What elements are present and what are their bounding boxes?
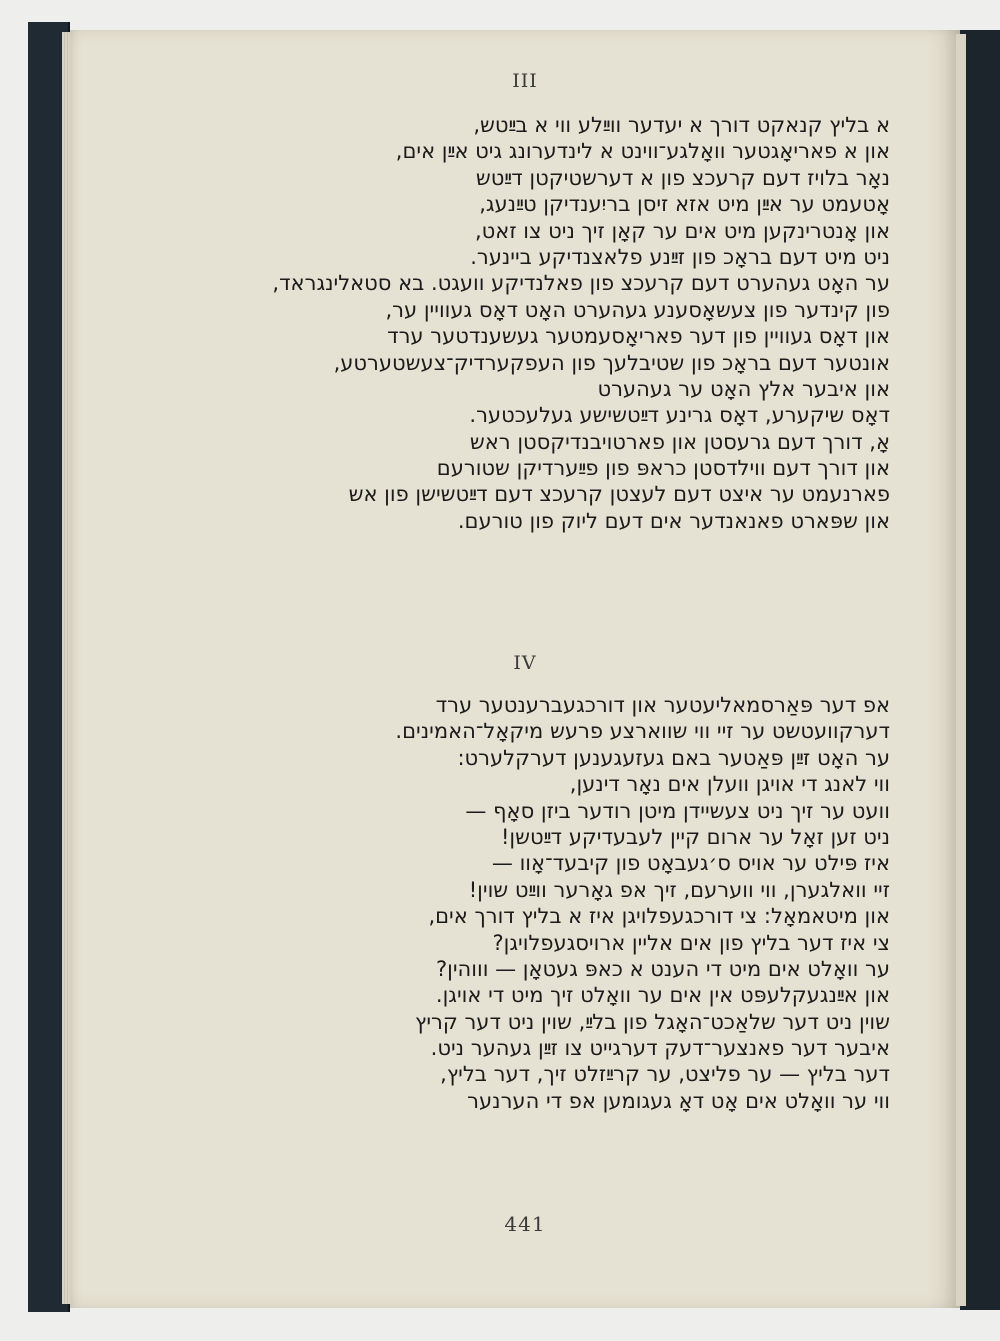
section-numeral-iv: IV [513, 652, 537, 674]
poem-line: פון קינדער פון צעשאָסענע געהערט האָט דאָס געוויין ער, [385, 297, 890, 322]
poem-line: און שפּארט פאנאנדער אים דעם ליוק פון טורעם. [457, 508, 890, 533]
poem-line: אָטעמט ער אײַן מיט אזא זיסן בריִענדיקן טײַנעג, [479, 192, 890, 217]
poem-line: דער בליץ — ער פליצט, ער קרײַזלט זיך, דער בליץ, [440, 1062, 890, 1087]
poem-line: ניט מיט דעם בראָכ פון זײַנע פלאצנדיקע ביינער. [470, 244, 890, 269]
poem-line: אפ דער פּאַרסמאליעטער און דורכגעברענטער ערד [435, 693, 890, 717]
poem-line: ניט זען זאָל ער ארום קיין לעבעדיקע דײַטשן! [500, 824, 890, 849]
section-numeral-iii: III [512, 70, 538, 92]
poem-line: דאָס שיקערע, דאָס גרינע דײַטשישע געלעכטער. [469, 403, 890, 428]
poem-line: אָ, דורך דעם גרעסטן און פארטויבנדיקסטן ראש [469, 429, 890, 454]
poem-line: און אָנטרינקען מיט אים ער קאָן זיך ניט צו זאט, [475, 218, 890, 243]
poem-line: נאָר בלויז דעם קרעכצ פון א דערשטיקטן דײַטש [475, 165, 890, 190]
poem-line: פארנעמט ער איצט דעם לעצטן קרעכצ דעם דײַטשישן פון אש [348, 482, 890, 507]
poem-line: ער האָט געהערט דעם קרעכצ פון פאלנדיקע וועגט. בא סטאלינגראד, [272, 271, 890, 296]
poem-line: ער האָט זײַן פּאַטער באם געזעגענען דערקלערט: [457, 745, 890, 770]
poem-line: איז פּילט ער אויס ס׳געבאָט פון קיבעד־אָוו — [491, 851, 890, 876]
poem-line: און איבער אלץ האָט ער געהערט [597, 376, 890, 401]
poem-line: דערקוועטשט ער זיי ווי שווארצע פרעש מיקאָל־האמינים. [395, 719, 890, 744]
poem-line: א בליץ קנאקט דורך א יעדער ווײַלע ווי א בײַטש, [473, 113, 890, 137]
poem-line: צי איז דער בליץ פון אים אליין ארויסגעפלויגן? [492, 930, 890, 955]
poem-line: וועט ער זיך ניט צעשיידן מיטן רודער ביזן סאָף — [465, 798, 890, 823]
poem-line: און אײַנגעקלעפּט אין אים ער וואָלט זיך מיט די אויגן. [435, 983, 890, 1008]
poem-line: אונטער דעם בראָכ פון שטיבלעך פון העפקערדיק־צעשטערטע, [333, 350, 890, 375]
poem-line: ווי לאנג די אויגן וועלן אים נאָר דינען, [569, 772, 890, 797]
poem-line: איבער דער פאנצער־דעק דערגייט צו זײַן געהער ניט. [430, 1036, 890, 1061]
poem-line: זיי וואלגערן, ווי ווערעם, זיך אפ גאָרער ווײַט שוין! [468, 877, 890, 902]
page-number: 441 [504, 1212, 546, 1236]
poem-line: ווי ער וואָלט אים אָט דאָ געגומען אפ די הערנער [467, 1088, 890, 1113]
poem-section-iv [100, 692, 890, 1114]
poem-line: און דורך דעם ווילדסטן כראפּ פון פײַערדיקן שטורעם [436, 456, 890, 481]
poem-line: ער וואָלט אים מיט די הענט א כאפּ געטאָן — וווהין? [435, 956, 890, 981]
poem-line: און א פאריאָגטער וואָלגע־ווינט א לינדערונג גיט אײַן אים, [395, 139, 890, 164]
poem-line: שוין ניט דער שלאַכט־האָגל פון בלײַ, שוין ניט דער קריץ [414, 1009, 890, 1034]
poem-line: און מיטאמאָל: צי דורכגעפלויגן איז א בליץ דורך אים, [428, 904, 890, 929]
poem-section-iii [100, 112, 890, 534]
poem-line: און דאָס געוויין פון דער פאריאָסעמטער געשענדטער ערד [387, 324, 890, 349]
